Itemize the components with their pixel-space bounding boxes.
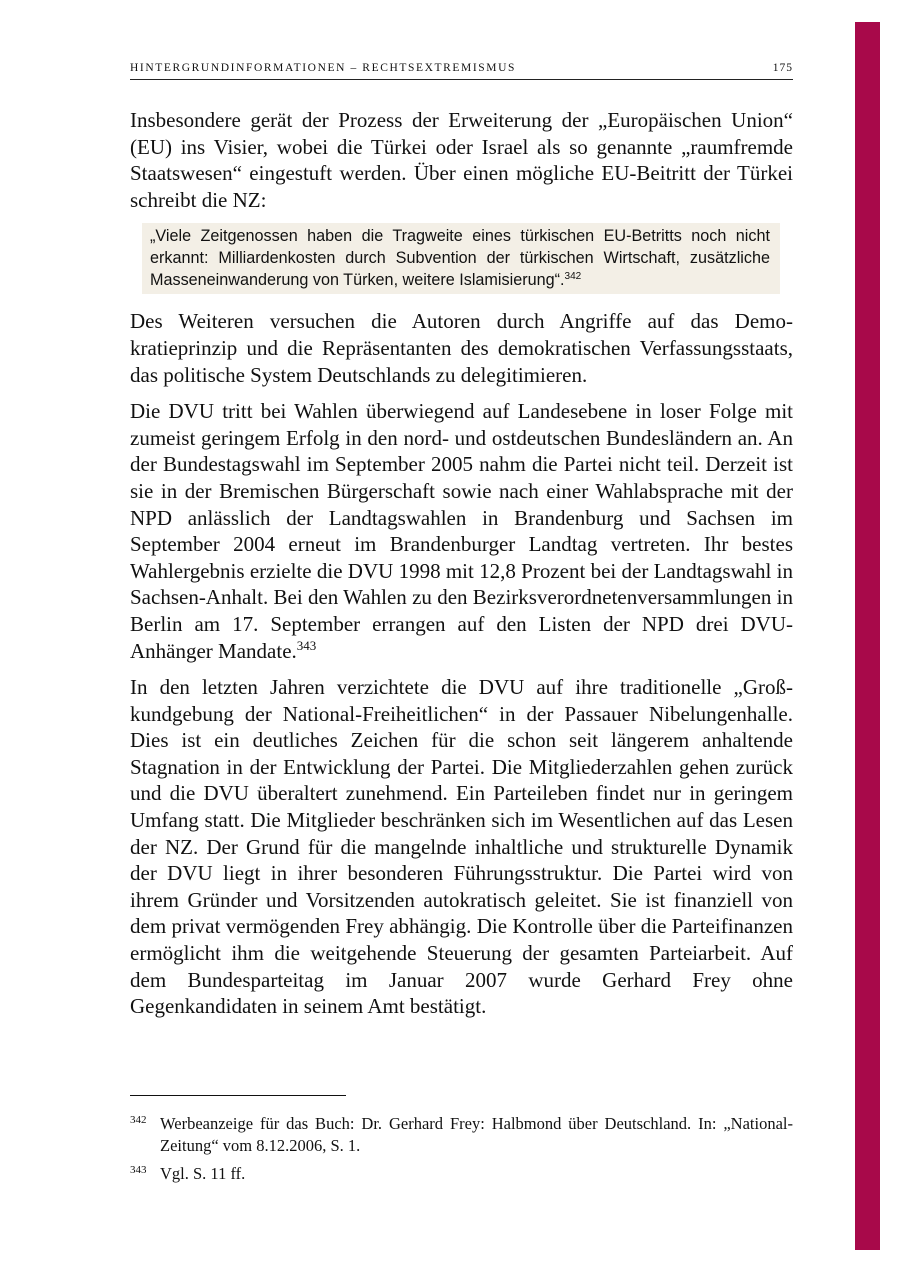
footnote-text: Werbeanzeige für das Buch: Dr. Gerhard Frey: Halbmond über Deutschland. In: „National-Zeitung“ vom 8.12.2006, S. 1. [160,1114,793,1155]
side-color-bar [855,22,880,1250]
paragraph-elections-text: Die DVU tritt bei Wahlen überwiegend auf Landesebene in loser Folge mit zumeist geringem Erfolg in den nord- und ostdeutschen Bundesländern an. An der Bundestagswahl im September 2005 nahm die Partei nicht teil. Derzeit ist sie in der Bremischen Bürgerschaft sowie nach einer Wahlabsprache mit der NPD anlässlich der Landtagswahlen in Brandenburg und Sachsen im September 2004 erneut im Brandenburger Landtag vertreten. Ihr bestes Wahlergebnis erzielte die DVU 1998 mit 12,8 Prozent bei der Landtagswahl in Sachsen-Anhalt. Bei den Wahlen zu den Bezirksverordnetenversammlungen in Berlin am 17. September errangen auf den Listen der NPD drei DVU-Anhänger Mandate. [130,399,793,663]
running-header [130,62,793,80]
footnote-number: 343 [130,1164,147,1176]
paragraph-stagnation: In den letzten Jahren verzichtete die DVU auf ihre traditionelle „Großkundgebung der National-Freiheitlichen“ in der Passauer Nibelungenhalle. Dies ist ein deutliches Zeichen für die schon seit längerem anhaltende Stagnation in der Entwicklung der Partei. Die Mitgliederzahlen gehen zurück und die DVU überaltert zunehmend. Ein Parteileben findet nur in geringem Umfang statt. Die Mitglieder beschränken sich im Wesentlichen auf das Lesen der NZ. Der Grund für die mangelnde inhaltliche und strukturelle Dynamik der DVU liegt in ihrer besonderen Führungsstruktur. Die Partei wird von ihrem Gründer und Vorsitzenden autokratisch geleitet. Sie ist finanziell von dem privat vermögenden Frey abhängig. Die Kontrolle über die Parteifinanzen ermöglicht ihm die weitgehende Steuerung der gesamten Parteiarbeit. Auf dem Bundesparteitag im Januar 2007 wurde Gerhard Frey ohne Gegenkandidaten in seinem Amt bestätigt. [130,675,793,1019]
footnote-ref-342[interactable]: 342 [564,271,582,283]
footnotes [130,1113,793,1192]
quote-text: „Viele Zeitgenossen haben die Tragweite eines türkischen EU-Betritts noch nicht erkannt: Milliardenkosten durch Subvention der türkischen Wirtschaft, zusätzliche Masseneinwanderung von Türken, weitere Islamisierung“. [150,227,770,290]
footnote-divider [130,1095,346,1096]
quote-box [142,223,780,294]
footnote-text: Vgl. S. 11 ff. [160,1164,246,1183]
footnote-343 [130,1163,793,1185]
paragraph-eu-enlargement: Insbesondere gerät der Prozess der Erweiterung der „Europäischen Union“ (EU) ins Visier, wobei die Türkei oder Israel als so genannte „raumfremde Staatswesen“ eingestuft werden. Über einen mögliche EU-Beitritt der Türkei schreibt die NZ: [130,108,793,212]
body-text [130,107,793,1030]
footnote-342 [130,1113,793,1156]
paragraph-elections [130,398,793,664]
paragraph-democracy: Des Weiteren versuchen die Autoren durch Angriffe auf das Demokratieprinzip und die Repräsentanten des demokratischen Verfassungsstaats, das politische System Deutschlands zu delegitimieren. [130,309,793,387]
page-number: 175 [772,62,793,74]
footnote-number: 342 [130,1114,147,1126]
running-title: HINTERGRUNDINFORMATIONEN – RECHTSEXTREMISMUS [130,62,517,74]
footnote-ref-343[interactable]: 343 [296,637,317,653]
